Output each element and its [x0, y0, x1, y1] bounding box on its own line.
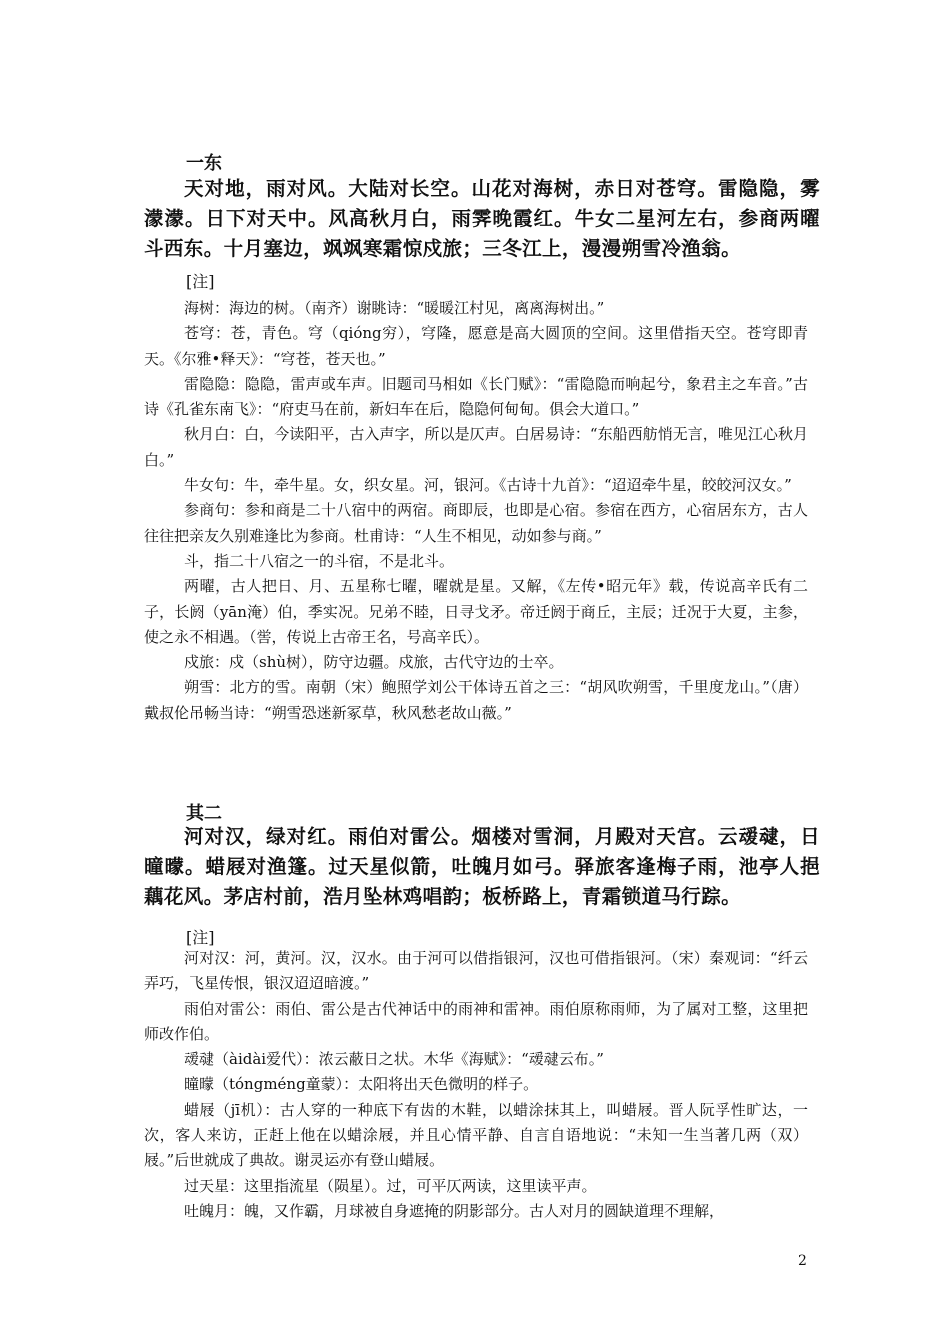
note-item: 海树：海边的树。（南齐）谢眺诗：“暖暖江村见，离离海树出。” [184, 299, 605, 317]
notes-list [144, 946, 808, 1224]
note-item: 参商句：参和商是二十八宿中的两宿。商即辰，也即是心宿。参宿在西方，心宿居东方，古人往往把亲友久别难逢比为参商。杜甫诗：“人生不相见，动如参与商。” [144, 501, 808, 545]
note-label: [注] [186, 272, 215, 291]
note-item: 雨伯对雷公：雨伯、雷公是古代神话中的雨神和雷神。雨伯原称雨师，为了属对工整，这里把师改作伯。 [144, 999, 808, 1043]
note-item: 苍穹：苍，青色。穹（qióng穷），穹隆，愿意是高大圆顶的空间。这里借指天空。苍穹即青天。《尔雅•释天》：“穹苍，苍天也。” [144, 324, 808, 368]
notes-list [144, 296, 808, 726]
note-item: 戍旅：戍（shù树），防守边疆。戍旅，古代守边的士卒。 [184, 653, 564, 672]
note-item: 曈曚（tóngméng童蒙）：太阳将出天色微明的样子。 [184, 1075, 539, 1094]
note-item: 过天星：这里指流星（陨星）。过，可平仄两读，这里读平声。 [184, 1176, 597, 1195]
note-item: 朔雪：北方的雪。南朝（宋）鲍照学刘公干体诗五首之三：“胡风吹朔雪，千里度龙山。”（唐）戴叔伦吊畅当诗：“朔雪恐迷新冢草，秋风愁老故山薇。” [144, 678, 808, 722]
note-item: 秋月白：白，今读阳平，古入声字，所以是仄声。白居易诗：“东船西舫悄无言，唯见江心秋月白。” [144, 425, 808, 469]
note-item: 吐魄月：魄，又作霸，月球被自身遮掩的阴影部分。古人对月的圆缺道理不理解， [184, 1201, 725, 1220]
note-item: 雷隐隐：隐隐，雷声或车声。旧题司马相如《长门赋》：“雷隐隐而响起兮，象君主之车音。”古诗《孔雀东南飞》：“府吏马在前，新妇车在后，隐隐何甸甸。俱会大道口。” [144, 374, 808, 419]
note-item: 牛女句：牛，牵牛星。女，织女星。河，银河。《古诗十九首》：“迢迢牵牛星，皎皎河汉女。” [184, 476, 792, 495]
note-item: 两曜，古人把日、月、五星称七曜，曜就是星。又解，《左传•昭元年》载，传说高辛氏有二子，长阏（yān淹）伯，季实况。兄弟不睦，日寻戈矛。帝迁阏于商丘，主辰；迁况于大夏，主参，使之永不相遇。（喾，传说上古帝王名，号高辛氏）。 [144, 577, 808, 646]
note-label: [注] [186, 928, 215, 947]
verse-text: 河对汉，绿对红。雨伯对雷公。烟楼对雪洞，月殿对天宫。云叆叇，日曈曚。蜡屐对渔篷。过天星似箭，吐魄月如弓。驿旅客逢梅子雨，池亭人挹藕花风。茅店村前，浩月坠林鸡唱韵；板桥路上，青霜锁道马行踪。 [144, 825, 820, 908]
note-item: 斗，指二十八宿之一的斗宿，不是北斗。 [184, 551, 455, 570]
note-item: 叆叇（àidài爱代）：浓云蔽日之状。木华《海赋》：“叆叇云布。” [184, 1050, 604, 1069]
note-item: 河对汉：河，黄河。汉，汉水。由于河可以借指银河，汉也可借指银河。（宋）秦观词：“纤云弄巧，飞星传恨，银汉迢迢暗渡。” [144, 949, 808, 993]
note-item: 蜡屐（jī机）：古人穿的一种底下有齿的木鞋，以蜡涂抹其上，叫蜡屐。晋人阮孚性旷达，一次，客人来访，正赶上他在以蜡涂屐，并且心情平静、自言自语地说：“未知一生当著几两（双）屐。”后世就成了典故。谢灵运亦有登山蜡屐。 [144, 1100, 808, 1170]
section-title: 一东 [186, 153, 222, 174]
verse-text: 天对地，雨对风。大陆对长空。山花对海树，赤日对苍穹。雷隐隐，雾濛濛。日下对天中。风高秋月白，雨霁晚霞红。牛女二星河左右，参商两曜斗西东。十月塞边，飒飒寒霜惊戍旅；三冬江上，漫漫朔雪冷渔翁。 [144, 177, 820, 260]
page-number: 2 [798, 1253, 807, 1269]
section-title: 其二 [186, 803, 222, 824]
